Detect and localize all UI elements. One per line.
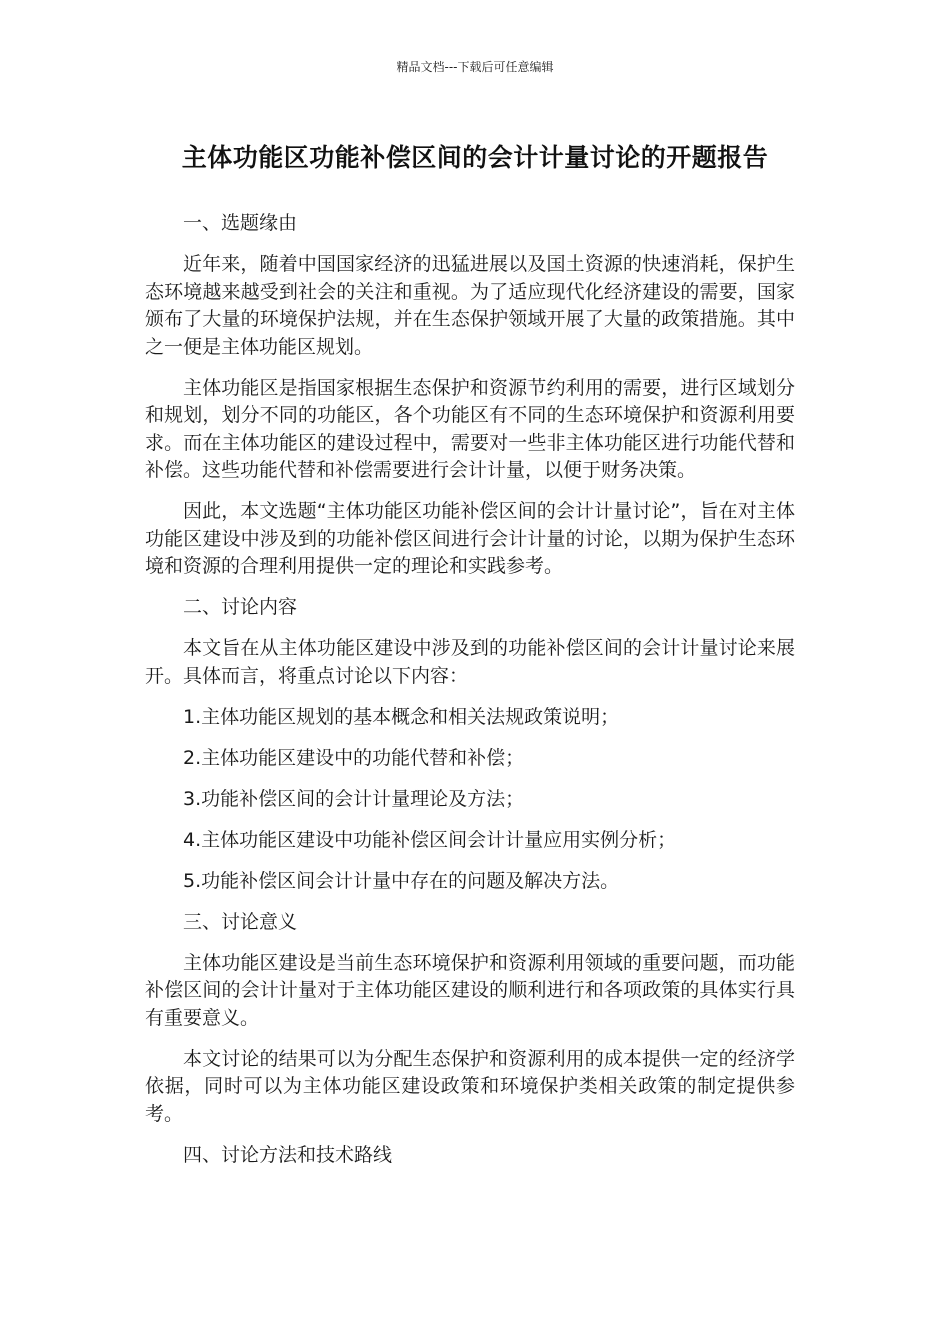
list-item: 4.主体功能区建设中功能补偿区间会计计量应用实例分析； [183,828,677,851]
header-note: 精品文档---下载后可任意编辑 [396,60,554,74]
paragraph: 因此，本文选题“主体功能区功能补偿区间的会计计量讨论”，旨在对主体功能区建设中涉及到的功能补偿区间进行会计计量的讨论，以期为保护生态环境和资源的合理利用提供一定的理论和实践参考。 [145,500,795,577]
paragraph: 主体功能区建设是当前生态环境保护和资源利用领域的重要问题，而功能补偿区间的会计计量对于主体功能区建设的顺利进行和各项政策的具体实行具有重要意义。 [145,951,795,1029]
list-item: 3.功能补偿区间的会计计量理论及方法； [183,787,525,810]
paragraph: 主体功能区是指国家根据生态保护和资源节约利用的需要，进行区域划分和规划，划分不同的功能区，各个功能区有不同的生态环境保护和资源利用要求。而在主体功能区的建设过程中，需要对一些非主体功能区进行功能代替和补偿。这些功能代替和补偿需要进行会计计量，以便于财务决策。 [145,376,795,481]
document-title: 主体功能区功能补偿区间的会计计量讨论的开题报告 [181,143,769,172]
section-heading-2: 二、讨论内容 [183,596,298,618]
document-body [145,210,795,1183]
paragraph: 本文讨论的结果可以为分配生态保护和资源利用的成本提供一定的经济学依据，同时可以为主体功能区建设政策和环境保护类相关政策的制定提供参考。 [145,1047,795,1125]
list-item: 5.功能补偿区间会计计量中存在的问题及解决方法。 [183,869,620,892]
paragraph: 本文旨在从主体功能区建设中涉及到的功能补偿区间的会计计量讨论来展开。具体而言，将重点讨论以下内容： [145,637,795,687]
section-heading-3: 三、讨论意义 [183,910,298,933]
list-item: 1.主体功能区规划的基本概念和相关法规政策说明； [183,705,620,728]
section-heading-4: 四、讨论方法和技术路线 [183,1143,393,1166]
paragraph: 近年来，随着中国国家经济的迅猛进展以及国土资源的快速消耗，保护生态环境越来越受到社会的关注和重视。为了适应现代化经济建设的需要，国家颁布了大量的环境保护法规，并在生态保护领域开展了大量的政策措施。其中之一便是主体功能区规划。 [145,253,795,358]
section-heading-1: 一、选题缘由 [183,212,298,234]
list-item: 2.主体功能区建设中的功能代替和补偿； [183,746,525,769]
